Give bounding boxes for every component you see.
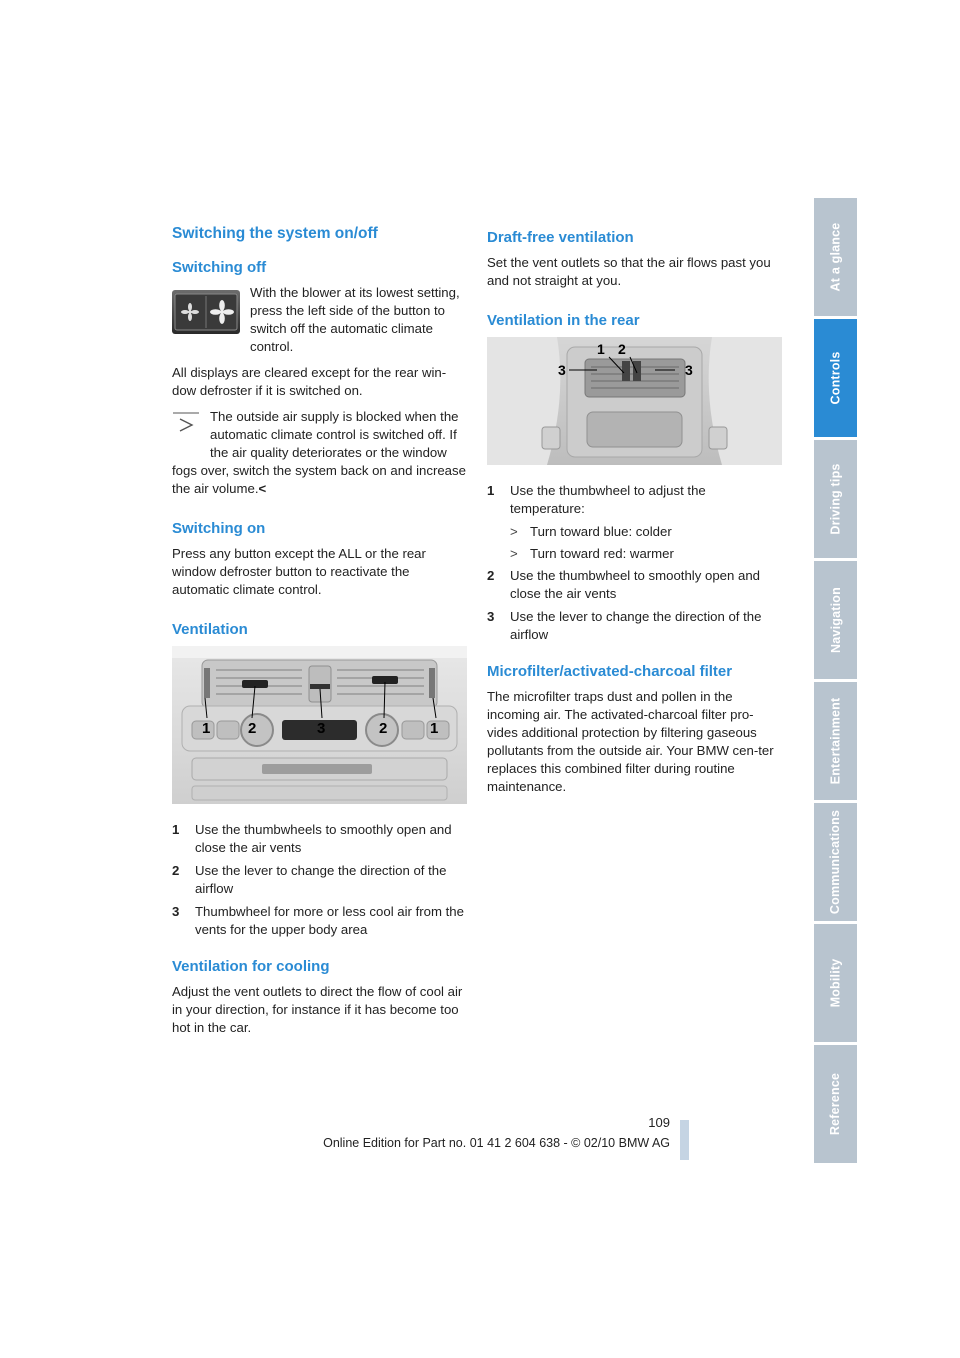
chapter-tabs <box>814 198 857 1166</box>
vent-item-1: 1 Use the thumbwheels to smoothly open and close the air vents <box>172 822 452 855</box>
climate-off-button-image <box>172 290 240 339</box>
vent-item-2: 2 Use the lever to change the direction of the airflow <box>172 863 447 896</box>
front-label-3: 3 <box>317 720 326 737</box>
rear-bullet-red: > Turn toward red: warmer <box>510 546 674 561</box>
tab-controls[interactable]: Controls <box>814 319 857 437</box>
displays-cleared-text: All displays are cleared except for the rear win-dow defroster if it is switched on. <box>172 365 447 398</box>
switching-on-text: Press any button except the ALL or the rear window defroster button to reactivate the automatic climate control. <box>172 546 426 597</box>
right-column <box>487 225 782 804</box>
front-label-2a: 2 <box>248 720 257 737</box>
vent-item-3: 3 Thumbwheel for more or less cool air from the vents for the upper body area <box>172 904 464 937</box>
rear-bullet-blue: > Turn toward blue: colder <box>510 524 672 539</box>
section-heading-on-off: Switching the system on/off <box>172 225 378 242</box>
rear-label-2: 2 <box>618 341 626 357</box>
cooling-text: Adjust the vent outlets to direct the flow of cool air in your direction, for instance if it has become too hot in the car. <box>172 984 463 1035</box>
filter-text: The microfilter traps dust and pollen in the incoming air. The activated-charcoal filter pro-vides additional protection by filtering gaseous pollutants from the outside air. Your BMW cen-ter replaces this combined filter during routine maintenance. <box>487 689 774 794</box>
switching-off-heading: Switching off <box>172 259 267 276</box>
footer-text: Online Edition for Part no. 01 41 2 604 638 - © 02/10 BMW AG <box>323 1136 670 1150</box>
note-icon <box>172 412 200 443</box>
note-text: The outside air supply is blocked when the automatic climate control is switched off. If the air quality deteriorates or the window fogs over, switch the system back on and increase the air volume.< <box>172 409 466 496</box>
draft-free-text: Set the vent outlets so that the air flows past you and not straight at you. <box>487 255 771 288</box>
left-column <box>172 225 467 1045</box>
rear-label-3b: 3 <box>685 362 693 378</box>
rear-vents-figure <box>487 337 782 470</box>
draft-free-heading: Draft-free ventilation <box>487 229 634 246</box>
tab-reference[interactable]: Reference <box>814 1045 857 1163</box>
tab-driving-tips[interactable]: Driving tips <box>814 440 857 558</box>
rear-item-1: 1 Use the thumbwheel to adjust the temperature: <box>487 483 706 516</box>
filter-heading: Microfilter/activated-charcoal filter <box>487 663 733 680</box>
ventilation-heading: Ventilation <box>172 621 248 638</box>
tab-communications[interactable]: Communications <box>814 803 857 921</box>
tab-mobility[interactable]: Mobility <box>814 924 857 1042</box>
tab-entertainment[interactable]: Entertainment <box>814 682 857 800</box>
front-label-2b: 2 <box>379 720 388 737</box>
page-number: 109 <box>648 1115 670 1130</box>
rear-label-1: 1 <box>597 341 605 357</box>
rear-ventilation-heading: Ventilation in the rear <box>487 312 640 329</box>
rear-item-3: 3 Use the lever to change the direction of the airflow <box>487 609 762 642</box>
front-vents-figure <box>172 646 467 809</box>
tab-navigation[interactable]: Navigation <box>814 561 857 679</box>
front-label-1a: 1 <box>202 720 211 737</box>
tab-at-a-glance[interactable]: At a glance <box>814 198 857 316</box>
switching-off-text: With the blower at its lowest setting, press the left side of the button to switch off the automatic climate control. <box>250 285 460 354</box>
rear-label-3a: 3 <box>558 362 566 378</box>
rear-item-2: 2 Use the thumbwheel to smoothly open and close the air vents <box>487 568 760 601</box>
switching-on-heading: Switching on <box>172 520 266 537</box>
cooling-heading: Ventilation for cooling <box>172 958 330 975</box>
footer-bar <box>680 1120 689 1160</box>
note-end-mark: < <box>258 481 267 496</box>
front-label-1b: 1 <box>430 720 439 737</box>
